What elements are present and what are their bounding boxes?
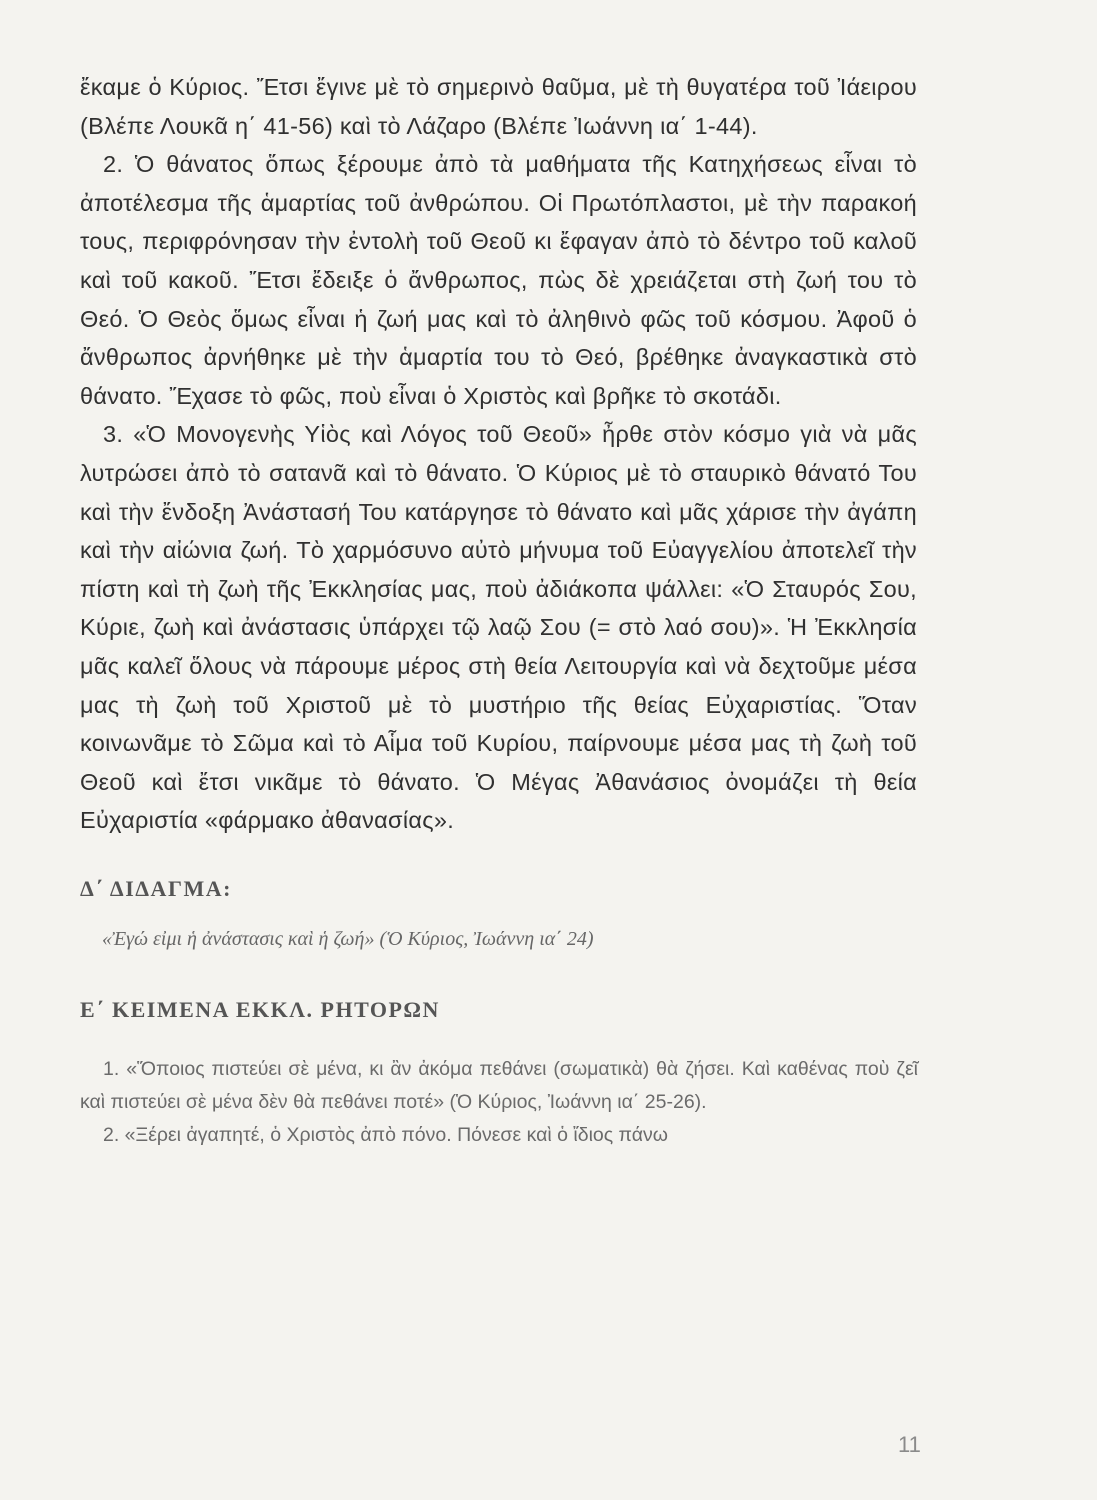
section-e-text <box>80 1053 918 1152</box>
section-d-quote: «Ἐγώ εἰμι ἡ ἀνάστασις καὶ ἡ ζωή» (Ὁ Κύριος, Ἰωάννη ια΄ 24) <box>102 927 594 950</box>
paragraph-2: 2. Ὁ θάνατος ὅπως ξέρουμε ἀπὸ τὰ μαθήματα τῆς Κατηχήσεως εἶναι τὸ ἀποτέλεσμα τῆς ἁμαρτίας τοῦ ἀνθρώπου. Οἱ Πρωτόπλαστοι, μὲ τὴν παρακοή τους, περιφρόνησαν τὴν ἐντολὴ τοῦ Θεοῦ κι ἔφαγαν ἀπὸ τὸ δέντρο τοῦ καλοῦ καὶ τοῦ κακοῦ. Ἔτσι ἔδειξε ὁ ἄνθρωπος, πὼς δὲ χρειάζεται στὴ ζωή του τὸ Θεό. Ὁ Θεὸς ὅμως εἶναι ἡ ζωή μας καὶ τὸ ἀληθινὸ φῶς τοῦ κόσμου. Ἀφοῦ ὁ ἄνθρωπος ἀρνήθηκε μὲ τὴν ἁμαρτία του τὸ Θεό, βρέθηκε ἀναγκαστικὰ στὸ θάνατο. Ἔχασε τὸ φῶς, ποὺ εἶναι ὁ Χριστὸς καὶ βρῆκε τὸ σκοτάδι. <box>80 151 917 409</box>
paragraph-3: 3. «Ὁ Μονογενὴς Υἱὸς καὶ Λόγος τοῦ Θεοῦ» ἦρθε στὸν κόσμο γιὰ νὰ μᾶς λυτρώσει ἀπὸ τὸ σατανᾶ καὶ τὸ θάνατο. Ὁ Κύριος μὲ τὸ σταυρικὸ θάνατό Του καὶ τὴν ἔνδοξη Ἀνάστασή Του κατάργησε τὸ θάνατο καὶ μᾶς χάρισε τὴν ἀγάπη καὶ τὴν αἰώνια ζωή. Τὸ χαρμόσυνο αὐτὸ μήνυμα τοῦ Εὐαγγελίου ἀποτελεῖ τὴν πίστη καὶ τὴ ζωὴ τῆς Ἐκκλησίας μας, ποὺ ἀδιάκοπα ψάλλει: «Ὁ Σταυρός Σου, Κύριε, ζωὴ καὶ ἀνάστασις ὑπάρχει τῷ λαῷ Σου (= στὸ λαό σου)». Ἡ Ἐκκλησία μᾶς καλεῖ ὅλους νὰ πάρουμε μέρος στὴ θεία Λειτουργία καὶ νὰ δεχτοῦμε μέσα μας τὴ ζωὴ τοῦ Χριστοῦ μὲ τὸ μυστήριο τῆς θείας Εὐχαριστίας. Ὅταν κοινωνᾶμε τὸ Σῶμα καὶ τὸ Αἷμα τοῦ Κυρίου, παίρνουμε μέσα μας τὴ ζωὴ τοῦ Θεοῦ καὶ ἔτσι νικᾶμε τὸ θάνατο. Ὁ Μέγας Ἀθανάσιος ὀνομάζει τὴ θεία Εὐχαριστία «φάρμακο ἀθανασίας». <box>80 421 917 834</box>
paragraph-1: ἔκαμε ὁ Κύριος. Ἔτσι ἔγινε μὲ τὸ σημερινὸ θαῦμα, μὲ τὴ θυγατέρα τοῦ Ἰάειρου (Βλέπε Λουκᾶ η΄ 41-56) καὶ τὸ Λάζαρο (Βλέπε Ἰωάννη ια΄ 1-44). <box>80 74 917 139</box>
main-text <box>80 68 917 840</box>
section-d-heading: Δ΄ ΔΙΔΑΓΜΑ: <box>80 875 232 901</box>
source-item-2: 2. «Ξέρει ἀγαπητέ, ὁ Χριστὸς ἀπὸ πόνο. Πόνεσε καὶ ὁ ἴδιος πάνω <box>103 1123 668 1146</box>
source-item-1: 1. «Ὅποιος πιστεύει σὲ μένα, κι ἂν ἀκόμα πεθάνει (σωματικὰ) θὰ ζήσει. Καὶ καθένας ποὺ ζεῖ καὶ πιστεύει σὲ μένα δὲν θὰ πεθάνει ποτέ» (Ὁ Κύριος, Ἰωάννη ια΄ 25-26). <box>80 1057 918 1113</box>
section-e-heading: Ε΄ ΚΕΙΜΕΝΑ ΕΚΚΛ. ΡΗΤΟΡΩΝ <box>80 996 440 1022</box>
page-number: 11 <box>898 1432 921 1457</box>
